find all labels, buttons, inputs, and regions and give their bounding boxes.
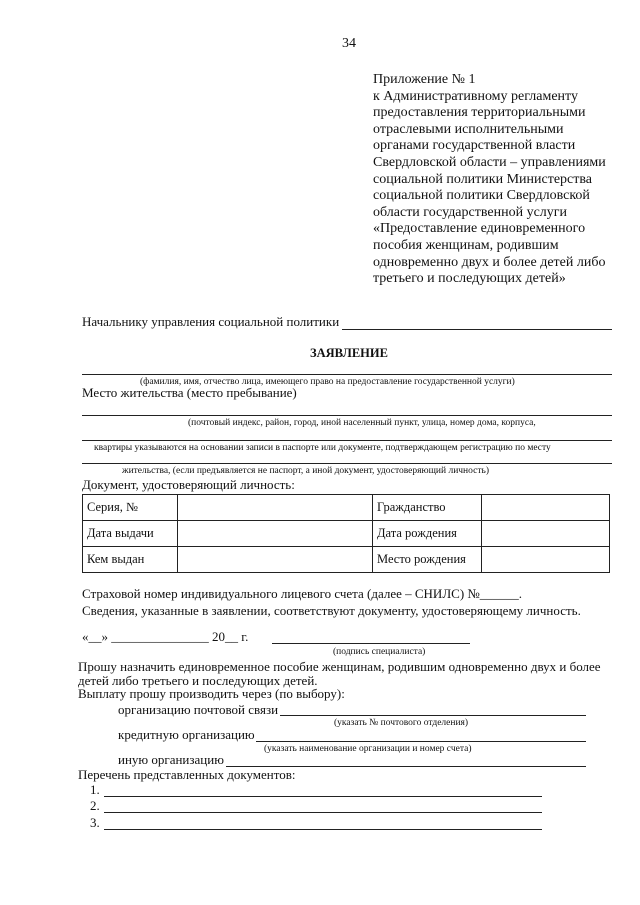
appendix-block [373, 72, 606, 288]
appendix-line: социальной политики Свердловской [373, 188, 590, 204]
signature-hint: (подпись специалиста) [333, 647, 426, 657]
series-value[interactable] [178, 495, 373, 521]
appendix-line: предоставления территориальными [373, 105, 586, 121]
appendix-line: социальной политики Министерства [373, 171, 593, 187]
id-doc-label: Документ, удостоверяющий личность: [82, 477, 295, 492]
doc-item-number: 2. [90, 798, 100, 813]
fio-hint: (фамилия, имя, отчество лица, имеющего право на предоставление государственной услуги) [140, 377, 515, 387]
doc-item-number: 3. [90, 815, 100, 830]
address-field-1[interactable] [82, 415, 612, 416]
appendix-line: области государственной услуги [373, 204, 568, 220]
post-office-field[interactable] [280, 715, 586, 716]
table-row [83, 547, 610, 573]
address-field-2[interactable] [82, 440, 612, 441]
option-other: иную организацию [118, 752, 224, 767]
date-field[interactable]: «__» _______________ 20__ г. [82, 629, 249, 644]
birth-date-value[interactable] [482, 521, 610, 547]
citizenship-value[interactable] [482, 495, 610, 521]
option-post: организацию почтовой связи [118, 702, 279, 717]
birth-place-value[interactable] [482, 547, 610, 573]
table-row [83, 495, 610, 521]
appendix-line: «Предоставление единовременного [373, 221, 586, 237]
option-bank: кредитную организацию [118, 727, 255, 742]
issued-by-value[interactable] [178, 547, 373, 573]
birth-place-label: Место рождения [373, 547, 482, 573]
appendix-line: пособия женщинам, родившим [373, 237, 559, 253]
issued-by-label: Кем выдан [83, 547, 178, 573]
table-row [83, 521, 610, 547]
request-line-2: детей либо третьего и последующих детей. [78, 673, 318, 688]
appendix-line: Свердловской области – управлениями [373, 154, 606, 170]
doc-item-number: 1. [90, 782, 100, 797]
doc-item-field[interactable] [104, 812, 542, 813]
citizenship-label: Гражданство [373, 495, 482, 521]
post-hint: (указать № почтового отделения) [334, 718, 469, 728]
page-number: 34 [342, 36, 356, 51]
issue-date-value[interactable] [178, 521, 373, 547]
request-line-1: Прошу назначить единовременное пособие женщинам, родившим одновременно двух и более [78, 659, 601, 674]
addressee-field[interactable] [342, 329, 612, 330]
bank-hint: (указать наименование организации и номер счета) [264, 744, 472, 754]
appendix-line: отраслевыми исполнительными [373, 121, 564, 137]
appendix-line: третьего и последующих детей» [373, 271, 566, 287]
residence-label: Место жительства (место пребывание) [82, 385, 297, 400]
appendix-line: одновременно двух и более детей либо [373, 254, 606, 270]
form-title: ЗАЯВЛЕНИЕ [310, 346, 388, 360]
issue-date-label: Дата выдачи [83, 521, 178, 547]
doc-item-field[interactable] [104, 796, 542, 797]
doc-item-field[interactable] [104, 829, 542, 830]
bank-field[interactable] [256, 741, 586, 742]
address-hint-3: жительства, (если предъявляется не паспорт, а иной документ, удостоверяющий личность) [122, 466, 489, 476]
consistency-text: Сведения, указанные в заявлении, соответствуют документу, удостоверяющему личность. [82, 603, 581, 618]
fio-field[interactable] [82, 374, 612, 375]
series-label: Серия, № [83, 495, 178, 521]
address-hint-2: квартиры указываются на основании записи в паспорте или документе, подтверждающем регистрацию по месту [94, 443, 551, 453]
addressee-label: Начальнику управления социальной политики [82, 314, 340, 329]
appendix-line: Приложение № 1 [373, 72, 476, 87]
signature-field[interactable] [272, 643, 470, 644]
address-field-3[interactable] [82, 463, 612, 464]
appendix-line: к Административному регламенту [373, 88, 578, 104]
appendix-line: органами государственной власти [373, 138, 576, 154]
birth-date-label: Дата рождения [373, 521, 482, 547]
snils-text: Страховой номер индивидуального лицевого счета (далее – СНИЛС) №______. [82, 586, 523, 601]
id-document-table [82, 494, 610, 573]
docs-label: Перечень представленных документов: [78, 767, 296, 782]
address-hint-1: (почтовый индекс, район, город, иной населенный пункт, улица, номер дома, корпуса, [188, 418, 536, 428]
payment-label: Выплату прошу производить через (по выбору): [78, 686, 345, 701]
